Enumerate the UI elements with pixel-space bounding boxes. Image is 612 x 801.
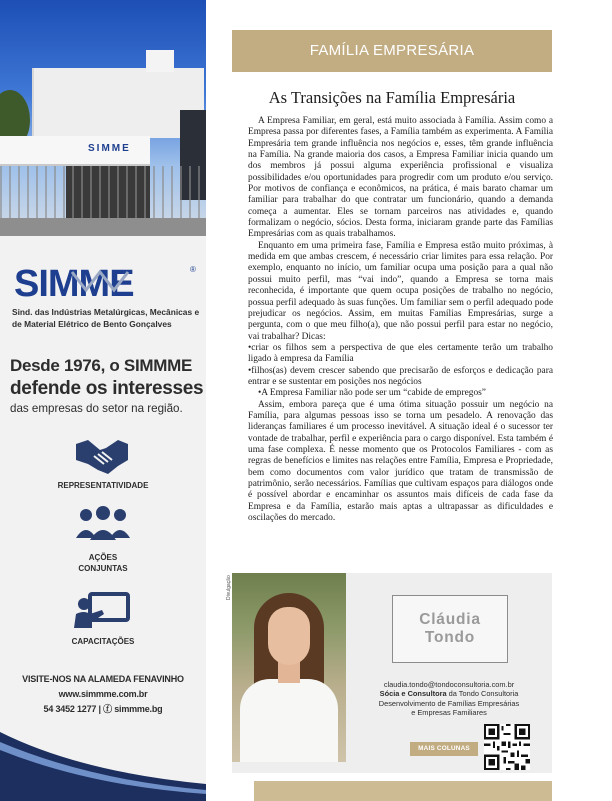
author-role bbox=[352, 689, 546, 698]
tagline-line2: defende os interesses bbox=[10, 378, 204, 399]
author-company: da Tondo Consultoria bbox=[446, 689, 519, 699]
author-info bbox=[352, 680, 546, 717]
feature-capacitacoes: CAPACITAÇÕES bbox=[71, 637, 135, 646]
author-role-title: Sócia e Consultora bbox=[379, 689, 447, 699]
author-desc-line1: Desenvolvimento de Famílias Empresárias bbox=[378, 698, 520, 708]
author-last-name: Tondo bbox=[424, 629, 476, 646]
union-name bbox=[12, 306, 202, 330]
simmme-advertisement bbox=[0, 0, 206, 801]
author-first-name: Cláudia bbox=[419, 611, 481, 628]
handshake-icon bbox=[74, 436, 130, 476]
building-sign: SIMME bbox=[88, 143, 131, 154]
building-photo bbox=[0, 0, 206, 236]
paragraph: A Empresa Familiar, em geral, está muito associada à Família. Assim como a Empresa passa por diferentes fases, a Família também as experimenta. A Família Empresária tem grande influência nos negócios e, esses, têm grande influência na Família. Na grande maioria dos casos, a Empresa Familiar inicia quando um dos membros já possui alguma experiência profissional e visualiza possibilidades e/ou oportunidades para progredir com um produto e/ou serviço. Por motivos de confiança e econômicos, na prática, é mais barato chamar um familiar para trabalhar do que contratar um funcionário, quando a demanda começa a aumentar. Eles se tornam parceiros nas atividades e, quando formalizam o negócio, sócios. Desta forma, iniciaram grande parte das Famílias Empresárias com as quais trabalhamos. bbox=[248, 116, 553, 240]
author-name-card bbox=[392, 595, 508, 663]
qr-code-icon[interactable] bbox=[484, 724, 530, 770]
decorative-swoosh bbox=[0, 732, 206, 801]
paragraph: Assim, embora pareça que é uma ótima situação possuir um negócio na Família, para algumas pessoas isso se torna um pesadelo. A renovação das lideranças familiares é um processo inevitável. A situação ideal é o sucessor ter vontade de trabalhar, perfil e experiência para o cargo disponível. Esta também é uma fase complexa. É nesse momento que os Protocolos Familiares - com as regras de benefícios e limites nas relações entre Família, Empresa e Propriedade, bem como documentos com valor jurídico que tratam de transmissão de patrimônio, serão necessários. Famílias que cultivam espaços para diálogos onde é possível abordar e encaminhar os assuntos mais difíceis de cada fase da Empresa e da Família, estarão mais aptas a ultrapassar as dificuldades e oscilações do mercado. bbox=[248, 399, 553, 524]
tip-item: •filhos(as) devem crescer sabendo que precisarão de esforços e dedicação para entrar e se sustentar em posições nos negócios bbox=[248, 365, 553, 387]
author-photo bbox=[232, 573, 346, 762]
feature-acoes-line1: AÇÕES bbox=[88, 553, 118, 562]
simme-logo-text: SIMME bbox=[14, 263, 134, 305]
union-name-line2: de Material Elétrico de Bento Gonçalves bbox=[12, 319, 172, 329]
phone-and-social: 54 3452 1277 | ⓕ simmme.bg bbox=[43, 704, 163, 714]
union-name-line1: Sind. das Indústrias Metalúrgicas, Mecânicas e bbox=[12, 307, 200, 317]
tagline-line3: das empresas do setor na região. bbox=[10, 402, 183, 415]
article-headline: As Transições na Família Empresária bbox=[268, 88, 516, 107]
photo-credit: Divulgação bbox=[226, 575, 232, 600]
people-group-icon bbox=[76, 506, 130, 542]
section-header: FAMÍLIA EMPRESÁRIA bbox=[232, 30, 552, 72]
registered-mark: ® bbox=[190, 265, 196, 274]
more-columns-button[interactable]: MAIS COLUNAS bbox=[410, 742, 478, 756]
simme-logo bbox=[12, 260, 200, 306]
paragraph: Enquanto em uma primeira fase, Família e Empresa estão muito próximas, à medida em que ambas crescem, é necessário criar limites para essa relação. Por exemplo, enquanto no início, um familiar ocupa uma posição para a qual não possui muito perfil, mas “vai indo”, quando a Empresa se torna mais reconhecida, é importante que quem ocupa posições de trabalho no negócio, possua perfil adequado às suas funções. Um familiar sem o perfil adequado pode prejudicar os negócios. Assim, em muitas Famílias Empresárias, surge a pergunta, com o que meu filho(a), que não possui perfil para estar no negócio, vai trabalhar? Dicas: bbox=[248, 240, 553, 342]
tip-item: •A Empresa Familiar não pode ser um “cabide de empregos” bbox=[258, 388, 486, 399]
tagline-line1: Desde 1976, o SIMMME bbox=[10, 356, 193, 375]
footer-bar bbox=[254, 781, 552, 801]
tip-item: •criar os filhos sem a perspectiva de que eles certamente terão um trabalho ligado à empresa da Família bbox=[248, 342, 553, 365]
article-body bbox=[248, 116, 553, 524]
feature-representatividade: REPRESENTATIVIDADE bbox=[57, 481, 149, 490]
feature-acoes-line2: CONJUNTAS bbox=[78, 564, 128, 573]
website-link[interactable]: www.simmme.com.br bbox=[58, 689, 148, 699]
author-desc-line2: e Empresas Familiares bbox=[411, 707, 487, 717]
feature-acoes-conjuntas bbox=[0, 552, 206, 574]
visit-info bbox=[0, 672, 206, 717]
author-email[interactable]: claudia.tondo@tondoconsultoria.com.br bbox=[383, 680, 515, 689]
presentation-icon bbox=[74, 592, 130, 628]
visit-address: VISITE-NOS NA ALAMEDA FENAVINHO bbox=[22, 674, 184, 684]
